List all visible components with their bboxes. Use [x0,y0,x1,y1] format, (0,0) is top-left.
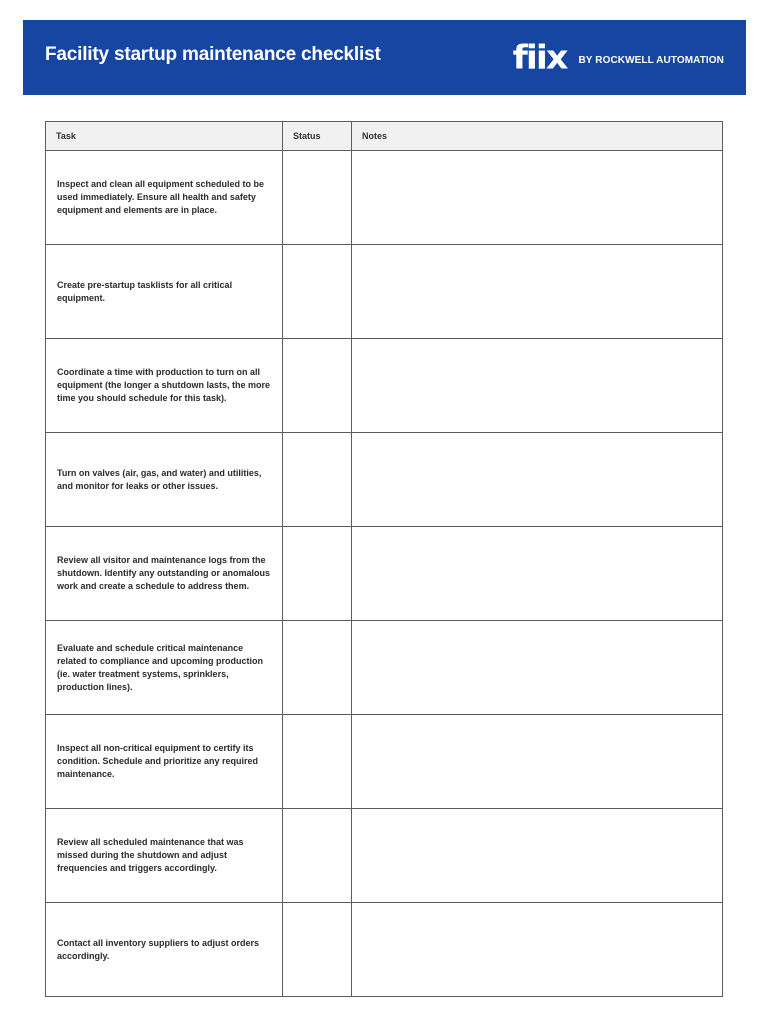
table-row [46,433,723,527]
status-cell[interactable] [283,527,352,621]
task-cell: Review all scheduled maintenance that was missed during the shutdown and adjust frequencies and triggers accordingly. [46,809,283,903]
task-cell: Create pre-startup tasklists for all critical equipment. [46,245,283,339]
brand-tagline: BY ROCKWELL AUTOMATION [578,54,724,66]
status-cell[interactable] [283,715,352,809]
notes-cell[interactable] [352,245,723,339]
task-cell: Coordinate a time with production to turn on all equipment (the longer a shutdown lasts, the more time you should schedule for this task). [46,339,283,433]
status-cell[interactable] [283,903,352,997]
page-title: Facility startup maintenance checklist [45,44,381,65]
column-header-task: Task [46,122,283,151]
column-header-notes: Notes [352,122,723,151]
notes-cell[interactable] [352,621,723,715]
table-row [46,903,723,997]
table-row [46,151,723,245]
header-banner [23,20,746,95]
status-cell[interactable] [283,245,352,339]
task-cell: Turn on valves (air, gas, and water) and utilities, and monitor for leaks or other issues. [46,433,283,527]
task-cell: Contact all inventory suppliers to adjust orders accordingly. [46,903,283,997]
brand [513,40,724,76]
fiix-logo: fiix [512,39,567,77]
task-cell: Evaluate and schedule critical maintenance related to compliance and upcoming production (ie. water treatment systems, sprinklers, production lines). [46,621,283,715]
notes-cell[interactable] [352,339,723,433]
task-cell: Inspect and clean all equipment scheduled to be used immediately. Ensure all health and safety equipment and elements are in place. [46,151,283,245]
notes-cell[interactable] [352,433,723,527]
table-row [46,809,723,903]
status-cell[interactable] [283,339,352,433]
status-cell[interactable] [283,433,352,527]
notes-cell[interactable] [352,809,723,903]
table-row [46,527,723,621]
column-header-status: Status [283,122,352,151]
notes-cell[interactable] [352,903,723,997]
notes-cell[interactable] [352,527,723,621]
notes-cell[interactable] [352,151,723,245]
table-row [46,715,723,809]
table-row [46,339,723,433]
notes-cell[interactable] [352,715,723,809]
table-row [46,621,723,715]
table-row [46,245,723,339]
status-cell[interactable] [283,151,352,245]
table-header-row [46,122,723,151]
task-cell: Inspect all non-critical equipment to certify its condition. Schedule and prioritize any required maintenance. [46,715,283,809]
checklist-table [45,121,723,997]
status-cell[interactable] [283,621,352,715]
task-cell: Review all visitor and maintenance logs from the shutdown. Identify any outstanding or anomalous work and create a schedule to address them. [46,527,283,621]
status-cell[interactable] [283,809,352,903]
